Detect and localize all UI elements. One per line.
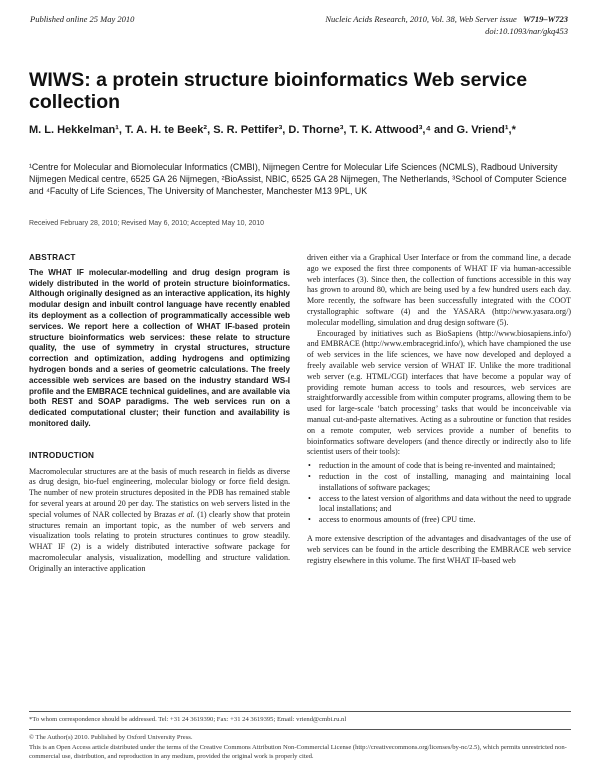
correspondence-note: *To whom correspondence should be addressed. Tel: +31 24 3619390; Fax: +31 24 3619395; Email: vriend@cmbi.ru.nl <box>29 716 347 723</box>
page-range: W719–W723 <box>523 14 568 24</box>
list-item: • reduction in the cost of installing, managing and maintaining local installations of software packages; <box>308 471 571 492</box>
list-item: • reduction in the amount of code that is being re-invented and maintained; <box>308 461 556 471</box>
right-column <box>307 253 571 566</box>
published-date: Published online 25 May 2010 <box>30 14 135 24</box>
bullet-icon: • <box>308 461 311 471</box>
received-dates: Received February 28, 2010; Revised May 6, 2010; Accepted May 10, 2010 <box>29 220 265 227</box>
introduction-heading: INTRODUCTION <box>29 450 95 460</box>
bullet-icon: • <box>308 515 311 525</box>
abstract-text: The WHAT IF molecular-modelling and drug design program is widely distributed in the world of protein structure bioinformatics. Although originally designed as an interactive application, its highly modular design and inbuilt control language have recently enabled its deployment as a collection of programmatically accessible web services. We report here a collection of WHAT IF-based protein structure bioinformatics web services: these relate to structure quality, the use of symmetry in crystal structures, structure correction and optimization, adding hydrogens and optimizing hydrogen bonds and a series of geometric calculations. The freely accessible web services are based on the industry standard WS-I profile and the EMBRACE technical guidelines, and are available via both REST and SOAP paradigms. The web services run on a dedicated computational cluster; their function and availability is monitored daily. <box>29 267 290 428</box>
license-notice: This is an Open Access article distributed under the terms of the Creative Commons Attribution Non-Commercial License (http://creativecommons.org/licenses/by-nc/2.5), which permits unrestricted non-commercial use, distribution, and reproduction in any medium, provided the original work is properly cited. <box>29 744 567 760</box>
affiliations: ¹Centre for Molecular and Biomolecular Informatics (CMBI), Nijmegen Centre for Molecular Life Sciences (NCMLS), Radboud University Nijmegen Medical centre, 6525 GA 26 Nijmegen, ²BioAssist, NBIC, 6525 GA 28 Nijmegen, The Netherlands, ³School of Computer Science and ⁴Faculty of Life Sciences, The University of Manchester, Manchester M13 9PL, UK <box>29 162 567 196</box>
author-list: M. L. Hekkelman¹, T. A. H. te Beek², S. R. Pettifer³, D. Thorne³, T. K. Attwood³,⁴ and G. Vriend¹,* <box>29 124 516 136</box>
body-paragraph-3: A more extensive description of the advantages and disadvantages of the use of web services can be found in the article describing the EMBRACE web service registry elsewhere in this volume. The first WHAT IF-based web <box>307 533 571 565</box>
abstract-heading: ABSTRACT <box>29 253 76 262</box>
footer-divider <box>29 729 571 730</box>
bullet-icon: • <box>308 471 311 481</box>
journal-citation: Nucleic Acids Research, 2010, Vol. 38, Web Server issue <box>325 14 517 24</box>
body-paragraph-1: driven either via a Graphical User Interface or from the command line, a decade ago we exposed the first three components of WHAT IF via human-accessible web interfaces (3). Since then, the collection of functions accessible in this way has grown to around 80, which are being used by a few hundred users each day. More recently, the software has been successfully integrated with the COOT crystallographic software (4) and the YASARA (http://www.yasara.org/) molecular modelling, simulation and drug design software (5). <box>307 253 571 327</box>
bullet-icon: • <box>308 493 311 503</box>
copyright-notice: © The Author(s) 2010. Published by Oxford University Press. <box>29 734 193 741</box>
introduction-paragraph: Macromolecular structures are at the basis of much research in fields as diverse as drug design, bio-fuel engineering, molecular biology or force field design. The number of new protein structures deposited in the PDB has remained stable for several years at around 20 per day. The statistics on web servers listed in the special volumes of NAR collected by Brazas et al. (1) clearly show that protein structures remain an important topic, as the number of web servers and visualization tools relating to protein structures continues to grow steadily. WHAT IF (2) is a widely distributed interactive software package for macromolecular analysis, visualization, modelling and structure validation. Originally an interactive application <box>29 466 291 573</box>
footnote-divider <box>29 711 571 712</box>
body-paragraph-2: Encouraged by initiatives such as BioSapiens (http://www.biosapiens.info/) and EMBRACE (http://www.embracegrid.info/), which have championed the use of web services in the life sciences, we have now developed and deployed a freely available web service version of WHAT IF. Unlike the more traditional web server (e.g. HTML/CGI) interfaces that have become a popular way of providing remote human access to tools and resources, web services are straightforwardly accessible from within computer programs, allowing them to be used for large-scale ‘batch processing’ tasks that would be inconceivable via manual cut-and-paste alternatives. Acting as a subroutine or function that resides on a remote computer, web services provide a number of benefits to bioinformatics software developers (and thence directly or indirectly also to life scientist users of their tools): <box>307 328 571 457</box>
left-column <box>29 253 290 575</box>
list-item: • access to enormous amounts of (free) CPU time. <box>308 515 476 525</box>
doi[interactable]: doi:10.1093/nar/gkq453 <box>485 25 568 36</box>
article-title: WIWS: a protein structure bioinformatics Web service collection <box>29 69 528 113</box>
list-item: • access to the latest version of algorithms and data without the need to upgrade local installations; and <box>308 493 571 514</box>
benefits-list <box>307 461 571 526</box>
journal-header <box>325 14 568 37</box>
